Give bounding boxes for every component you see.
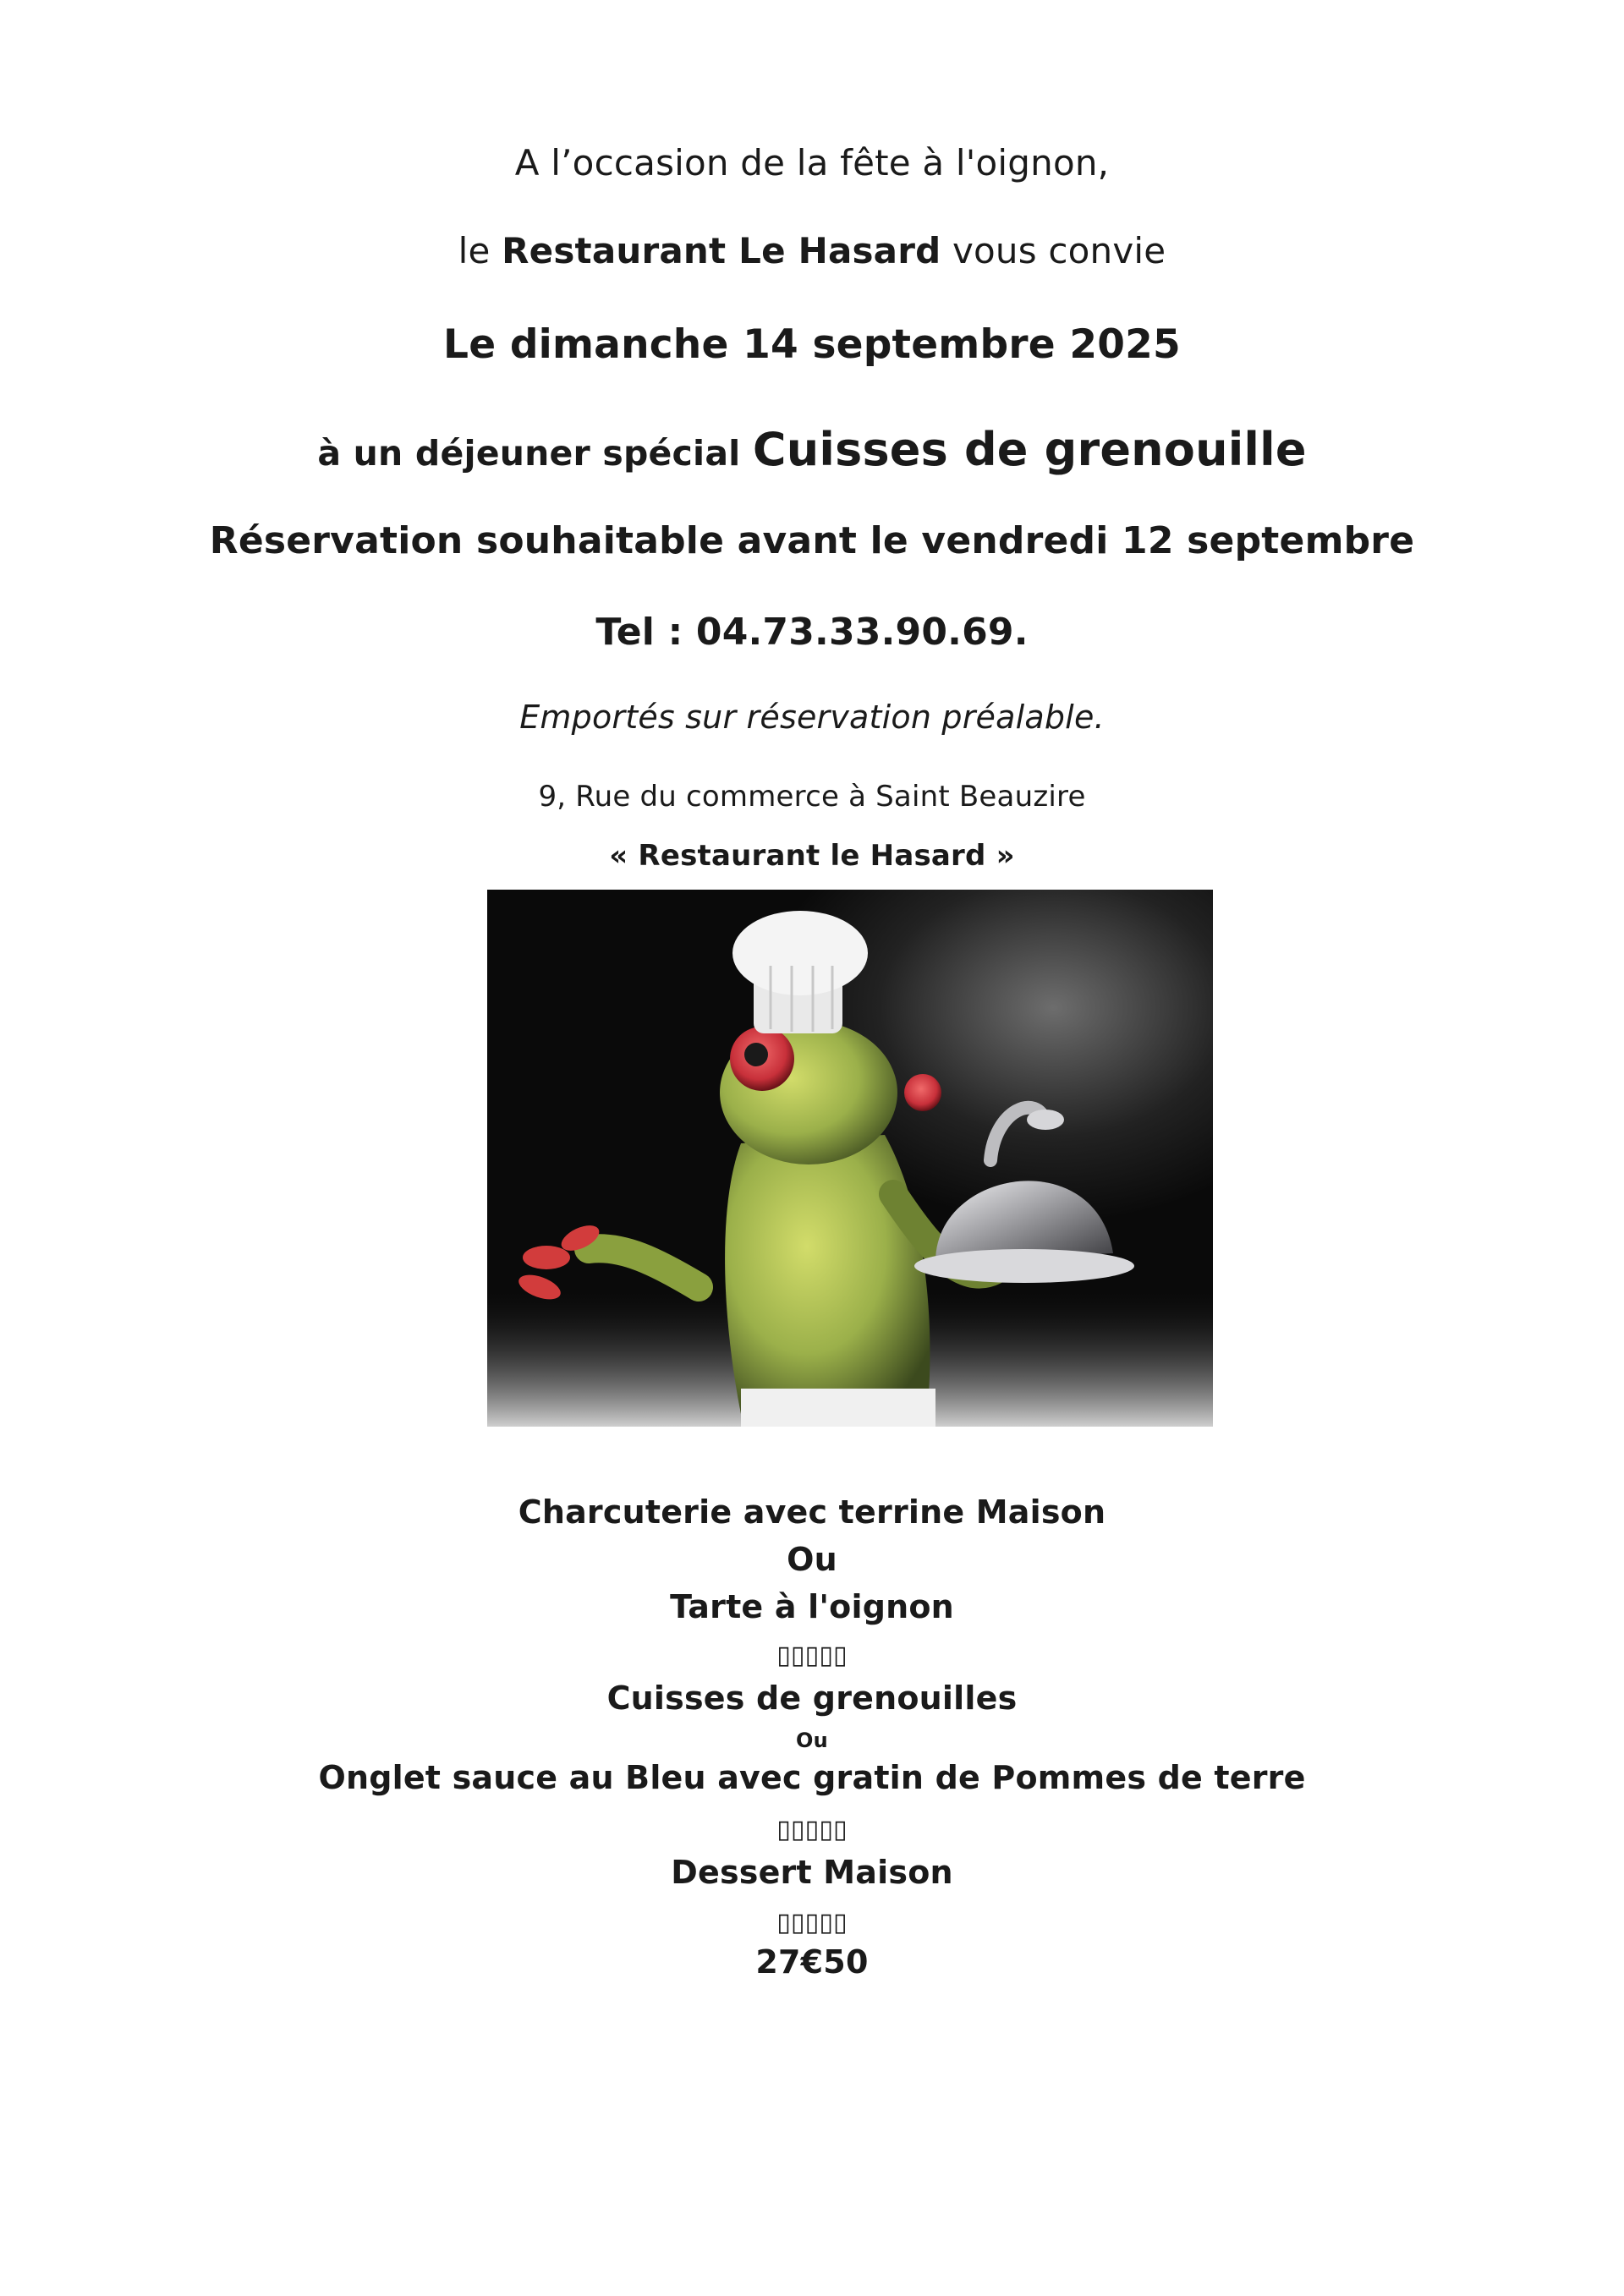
special-prefix: à un déjeuner spécial: [317, 433, 753, 474]
restaurant-name-bold: Restaurant Le Hasard: [502, 230, 941, 271]
menu-starter-2: Tarte à l'oignon: [670, 1588, 954, 1625]
reservation-notice: Réservation souhaitable avant le vendredi 12 septembre: [209, 519, 1415, 562]
chef-hat-top: [732, 911, 868, 995]
special-dish: Cuisses de grenouille: [752, 423, 1307, 476]
menu-price: 27€50: [755, 1943, 869, 1981]
menu-separator: ▯▯▯▯▯: [776, 1815, 848, 1844]
invite-text: [0, 230, 1624, 271]
restaurant-name: « Restaurant le Hasard »: [609, 839, 1015, 873]
takeaway-notice: Emportés sur réservation préalable.: [519, 699, 1105, 736]
frog-left-pupil: [744, 1043, 768, 1066]
phone-number: Tel : 04.73.33.90.69.: [595, 611, 1029, 654]
frog-apron: [741, 1389, 935, 1427]
menu-or-1: Ou: [787, 1541, 837, 1578]
invite-prefix: le: [458, 230, 502, 271]
address: 9, Rue du commerce à Saint Beauzire: [538, 780, 1086, 814]
event-date: Le dimanche 14 septembre 2025: [443, 321, 1181, 368]
menu-main-1: Cuisses de grenouilles: [606, 1680, 1018, 1717]
cloche-plate: [914, 1249, 1134, 1283]
menu-main-2: Onglet sauce au Bleu avec gratin de Pommes de terre: [318, 1759, 1306, 1796]
special-lunch-line: [0, 423, 1624, 476]
intro-text: A l’occasion de la fête à l'oignon,: [514, 142, 1110, 184]
menu-starter-1: Charcuterie avec terrine Maison: [518, 1493, 1106, 1531]
frog-chef-illustration: [487, 890, 1213, 1427]
menu-separator: ▯▯▯▯▯: [776, 1908, 848, 1937]
invite-suffix: vous convie: [941, 230, 1166, 271]
frog-chef-photo: [487, 890, 1213, 1427]
menu-dessert: Dessert Maison: [671, 1854, 953, 1891]
frog-body: [725, 1135, 930, 1414]
cloche-knob: [1027, 1110, 1064, 1130]
frog-right-eye: [904, 1074, 941, 1111]
menu-separator: ▯▯▯▯▯: [776, 1641, 848, 1670]
menu-or-2: Ou: [796, 1729, 828, 1752]
